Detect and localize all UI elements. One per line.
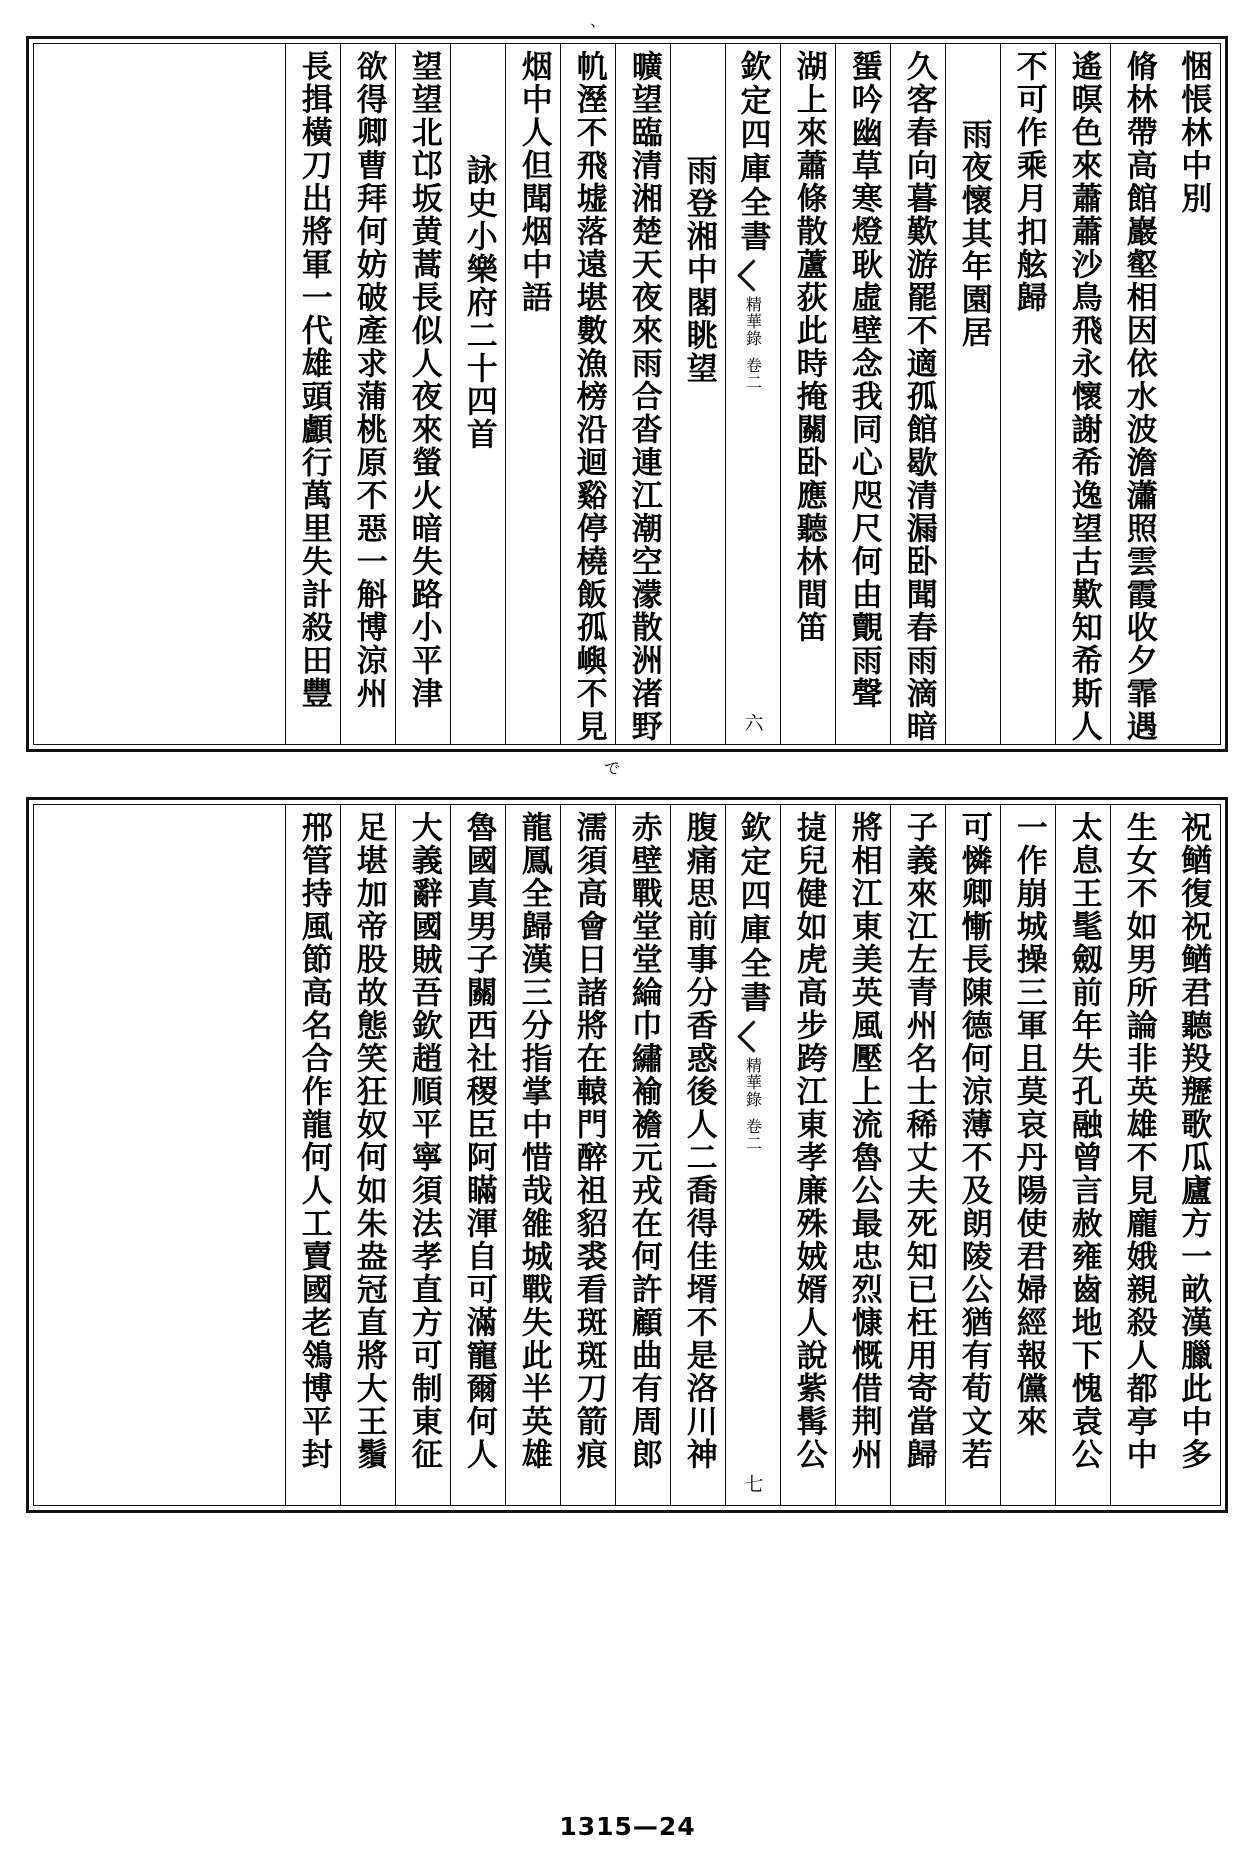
text-column: [780, 805, 835, 1505]
text-column: [505, 805, 560, 1505]
column-text: 㨗兒健如虎高步跨江東孝廉殊娀婿人說紫髯公: [790, 811, 827, 1471]
fold-mark-icon: [740, 1021, 766, 1051]
poem-title: 雨登湘中閣眺望: [680, 154, 717, 385]
text-column: [835, 805, 890, 1505]
text-column: [1110, 805, 1165, 1505]
column-text: 欲得卿曹拜何妨破產求蒲桃原不惡一斛博涼州: [350, 50, 387, 710]
column-text: 足堪加帝股故態笑狂奴何如朱盎冠直將大王鬚: [350, 811, 387, 1471]
text-column: [505, 44, 560, 744]
text-column: [1165, 805, 1220, 1505]
page-leaf-top: [26, 36, 1228, 752]
text-column: [1110, 44, 1165, 744]
page-number: 六: [741, 713, 764, 732]
ink-mark-top: 、: [590, 11, 607, 30]
page-leaf-bottom: [26, 797, 1228, 1513]
column-text: 不可作乘月扣舷歸: [1010, 50, 1047, 314]
text-column: [395, 805, 450, 1505]
poem-title-column: [670, 44, 725, 744]
column-text: 久客春向暮歎游罷不適孤館歇清漏卧聞春雨滴暗: [900, 50, 937, 743]
text-column: [780, 44, 835, 744]
column-text: 脩林帶高館巖壑相因依水波澹瀟照雲霞收夕霏遇: [1120, 50, 1157, 743]
text-column: [1055, 805, 1110, 1505]
volume-label: 卷二: [743, 357, 763, 391]
ink-mark-middle: で: [604, 759, 621, 778]
column-text: 一作崩城操三軍且莫哀丹陽使君婦經報儻來: [1010, 811, 1047, 1438]
column-text: 腹痛思前事分香惑後人二喬得佳壻不是洛川神: [680, 811, 717, 1471]
column-text: 大義辭國賊吾欽趙順平寧須法孝直方可制東征: [405, 811, 442, 1471]
poem-title-column: [945, 44, 1000, 744]
column-text: 長揖橫刀出將軍一代雄頭顱行萬里失計殺田豐: [295, 50, 332, 710]
column-text: 子義來江左青州名士稀丈夫死知已枉用寄當歸: [900, 811, 937, 1471]
page-leaf-top-inner: [33, 43, 1221, 745]
column-text: 濡須高會日諸將在轅門醉祖貂裘看斑斑刀箭痕: [570, 811, 607, 1471]
fold-mark-icon: [740, 260, 766, 290]
text-column: [670, 805, 725, 1505]
text-column: [560, 805, 615, 1505]
poem-title-column: [450, 44, 505, 744]
book-title: 欽定四庫全書: [734, 50, 771, 254]
text-column: [395, 44, 450, 744]
text-column: [285, 805, 340, 1505]
page-number: 七: [741, 1474, 764, 1493]
text-column: [450, 805, 505, 1505]
column-text: 赤壁戰堂堂綸巾繡褕襜元戎在何許顧曲有周郎: [625, 811, 662, 1471]
text-column: [340, 805, 395, 1505]
text-column: [835, 44, 890, 744]
page-leaf-bottom-inner: [33, 804, 1221, 1506]
column-text: 太息王髦劔前年失孔融曾言赦雍齒地下愧袁公: [1065, 811, 1102, 1471]
column-text: 望望北邙坂黄蒿長似人夜來螢火暗失路小平津: [405, 50, 442, 710]
text-column: [890, 805, 945, 1505]
column-text: 可憐卿慚長陳德何涼薄不及朗陵公猶有荀文若: [955, 811, 992, 1471]
text-column: [945, 805, 1000, 1505]
collection-name: 精華錄: [743, 296, 763, 347]
column-text: 㠶溼不飛墟落遠堪數漁榜沿迴谿停橈飯孤嶼不見: [570, 50, 607, 743]
column-text: 曠望臨清湘楚天夜來雨合沓連江潮空濛散洲渚野: [625, 50, 662, 743]
column-text: 將相江東美英風壓上流魯公最忠烈慷慨借荆州: [845, 811, 882, 1471]
poem-title: 雨夜懷其年園居: [955, 118, 992, 349]
text-column: [560, 44, 615, 744]
book-title-column: [725, 44, 780, 744]
column-text: 烟中人但聞烟中語: [515, 50, 552, 314]
book-title-column: [725, 805, 780, 1505]
text-column: [1055, 44, 1110, 744]
text-column: [285, 44, 340, 744]
text-columns-bottom: [34, 805, 1220, 1505]
collection-name: 精華錄: [743, 1057, 763, 1108]
column-text: 生女不如男所論非英雄不見龐娥親殺人都亭中: [1120, 811, 1157, 1471]
column-text: 悃悵林中別: [1175, 50, 1212, 215]
column-text: 遙暝色來蕭蕭沙鳥飛永懷謝希逸望古歎知希斯人: [1065, 50, 1102, 743]
column-text: 魯國真男子關西社稷臣阿瞞渾自可滿寵爾何人: [460, 811, 497, 1471]
text-columns-top: [34, 44, 1220, 744]
column-text: 祝䲡復祝䲡君聽羖䍽歌瓜廬方一畝漢臘此中多: [1175, 811, 1212, 1471]
text-column: [615, 805, 670, 1505]
text-column: [890, 44, 945, 744]
column-text: 郉管持風節高名合作龍何人工賣國老鴒博平封: [295, 811, 332, 1471]
text-column: [1000, 44, 1055, 744]
volume-label: 卷二: [743, 1118, 763, 1152]
text-column: [1165, 44, 1220, 744]
book-title: 欽定四庫全書: [734, 811, 771, 1015]
text-column: [1000, 805, 1055, 1505]
column-text: 龍鳳全歸漢三分指掌中惜哉雒城戰失此半英雄: [515, 811, 552, 1471]
text-column: [340, 44, 395, 744]
column-text: 湖上來蕭條散蘆荻此時掩關卧應聽林間笛: [790, 50, 827, 644]
poem-title: 詠史小樂府二十四首: [460, 154, 497, 451]
column-text: 蜑吟幽草寒燈耿虛壁念我同心咫尺何由覿雨聲: [845, 50, 882, 710]
text-column: [615, 44, 670, 744]
page-footer-number: 1315—24: [559, 1812, 696, 1841]
